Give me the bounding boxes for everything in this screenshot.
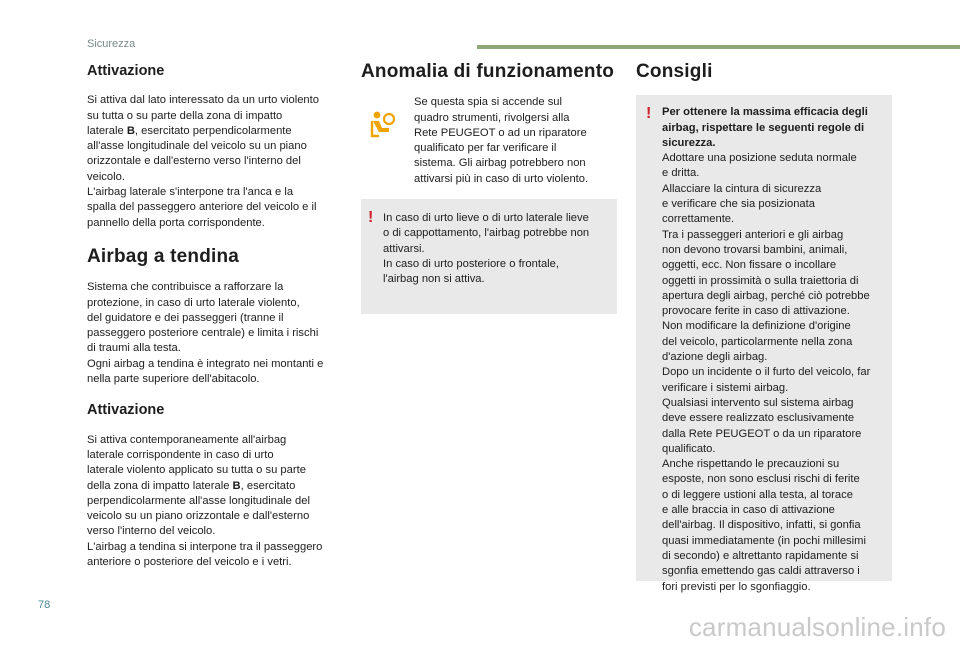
warning-light-block <box>361 95 617 187</box>
watermark: carmanualsonline.info <box>688 612 946 642</box>
curtain-airbag-paragraph: Sistema che contribuisce a rafforzare la protezione, in caso di urto laterale violento, del guidatore e dei passeggeri (tranne il passeggero posteriore centrale) e limita i rischi di traumi alla testa. Ogni airbag a tendina è integrato nei montanti e nella parte superiore dell'abitacolo. <box>87 281 324 386</box>
page-number: 78 <box>38 599 51 611</box>
running-header: Sicurezza <box>87 38 136 50</box>
malfunction-warning-text: In caso di urto lieve o di urto laterale lieve o di cappottamento, l'airbag potrebbe non attivarsi. In caso di urto posteriore o frontale, l'airbag non si attiva. <box>383 212 590 286</box>
middle-column <box>361 61 617 314</box>
warning-light-text: Se questa spia si accende sul quadro strumenti, rivolgersi alla Rete PEUGEOT o ad un riparatore qualificato per far verificare il sistema. Gli airbag potrebbero non attivarsi più in caso di urto violento. <box>414 96 589 185</box>
malfunction-warning-box <box>361 199 617 313</box>
right-column <box>636 61 892 593</box>
activation-title-2: Attivazione <box>87 402 165 419</box>
advice-intro: Per ottenere la massima efficacia degli airbag, rispettare le seguenti regole di sicurezza. <box>662 106 868 149</box>
advice-title: Consigli <box>636 61 713 82</box>
exclamation-icon: ! <box>368 209 374 227</box>
activation-title-1: Attivazione <box>87 63 165 79</box>
malfunction-title: Anomalia di funzionamento <box>361 61 615 82</box>
airbag-warning-light-icon <box>368 109 398 139</box>
curtain-airbag-title: Airbag a tendina <box>87 245 240 267</box>
activation-paragraph-2: Si attiva contemporaneamente all'airbag laterale corrispondente in caso di urto laterale violento applicato su tutta o su parte della zona di impatto laterale B, esercitato perpendicolarmente all'asse longitudinale del veicolo su un piano orizzontale e dall'esterno verso l'interno del veicolo. L'airbag a tendina si interpone tra il passeggero anteriore o posteriore del veicolo e i vetri. <box>87 433 323 569</box>
exclamation-icon: ! <box>646 105 652 123</box>
activation-paragraph-1: Si attiva dal lato interessato da un urto violento su tutta o su parte della zona di impatto laterale B, esercitato perpendicolarmente all'asse longitudinale del veicolo su un piano orizzontale e dall'esterno verso l'interno del veicolo. L'airbag laterale s'interpone tra l'anca e la spalla del passeggero anteriore del veicolo e il pannello della porta corrispondente. <box>87 94 319 229</box>
header-rule <box>477 45 960 49</box>
left-column <box>87 64 349 570</box>
advice-body: Adottare una posizione seduta normale e dritta. Allacciare la cintura di sicurezza e verificare che sia posizionata correttamente. Tra i passeggeri anteriori e gli airbag non devono trovarsi bambini, animali, oggetti, ecc. Non fissare o incollare oggetti in prossimità o sulla traiettoria di apertura degli airbag, perché ciò potrebbe provocare ferite in caso di attivazione. Non modificare la definizione d'origine del veicolo, particolarmente nella zona d'azione degli airbag. Dopo un incidente o il furto del veicolo, far verificare i sistemi airbag. Qualsiasi intervento sul sistema airbag deve essere realizzato esclusivamente dalla Rete PEUGEOT o da un riparatore qualificato. Anche rispettando le precauzioni su esposte, non sono esclusi rischi di ferite o di leggere ustioni alla testa, al torace e alle braccia in caso di attivazione dell'airbag. Il dispositivo, infatti, si gonfia quasi immediatamente (in pochi millesimi di secondo) e altrettanto rapidamente si sgonfia emettendo gas caldi attraverso i fori previsti per lo sgonfiaggio. <box>662 152 871 593</box>
advice-box <box>636 95 892 593</box>
